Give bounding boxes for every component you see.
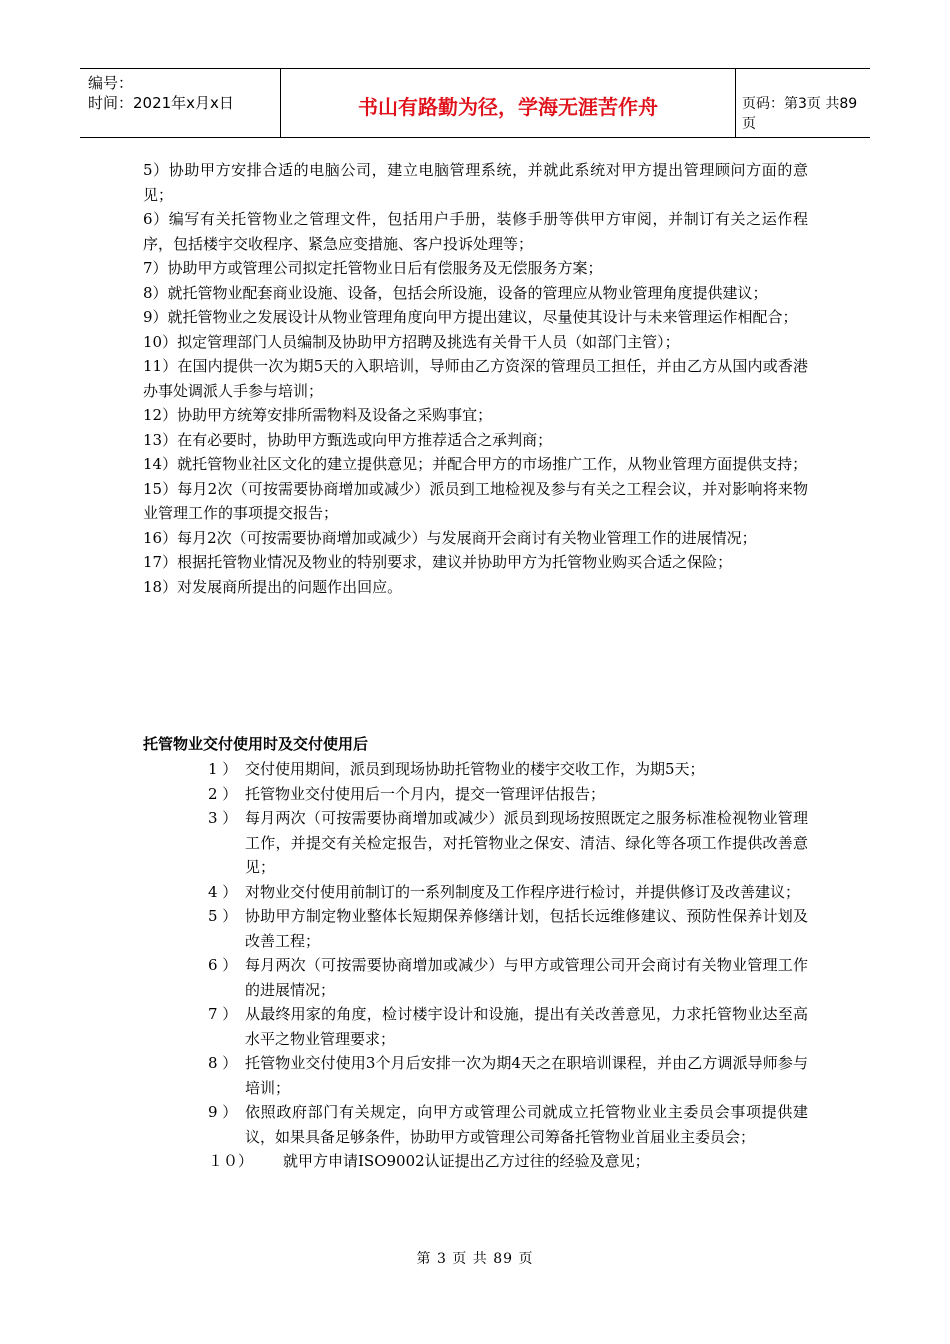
item-text: 交付使用期间，派员到现场协助托管物业的楼宇交收工作，为期5天； (245, 760, 705, 778)
item-number: 7 ） (208, 1005, 238, 1023)
list-item (208, 782, 808, 807)
item-number: 2 ） (208, 784, 238, 803)
header-meta (80, 69, 281, 137)
page-footer: 第 3 页 共 89 页 (416, 1251, 534, 1267)
list-item (208, 757, 808, 782)
item-number: 3 ） (208, 809, 238, 827)
item-text: 就甲方申请ISO9002认证提出乙方过往的经验及意见； (283, 1152, 650, 1170)
service-item-list (143, 158, 808, 599)
list-item: 15）每月2次（可按需要协商增加或减少）派员到工地检视及参与有关之工程会议，并对影响将来物业管理工作的事项提交报告； (143, 479, 808, 522)
document-date: 时间：2021年x月x日 (88, 94, 234, 112)
item-text: 托管物业交付使用3个月后安排一次为期4天之在职培训课程，并由乙方调派导师参与培训； (245, 1054, 808, 1097)
list-item: 6）编写有关托管物业之管理文件，包括用户手册，装修手册等供甲方审阅，并制订有关之运作程序，包括楼宇交收程序、紧急应变措施、客户投诉处理等； (143, 210, 808, 253)
list-item (208, 1051, 808, 1100)
list-item (208, 1002, 808, 1051)
list-item: 12）协助甲方统筹安排所需物料及设备之采购事宜； (143, 406, 493, 424)
list-item: 17）根据托管物业情况及物业的特别要求，建议并协助甲方为托管物业购买合适之保险； (143, 553, 733, 571)
list-item (208, 1149, 808, 1174)
item-text: 对物业交付使用前制订的一系列制度及工作程序进行检讨，并提供修订及改善建议； (245, 882, 801, 901)
list-item: 7）协助甲方或管理公司拟定托管物业日后有偿服务及无偿服务方案； (143, 259, 603, 277)
list-item: 11）在国内提供一次为期5天的入职培训，导师由乙方资深的管理员工担任，并由乙方从国内或香港办事处调派人手参与培训； (143, 357, 808, 400)
item-number: 6 ） (208, 956, 238, 974)
list-item: 10）拟定管理部门人员编制及协助甲方招聘及挑选有关骨干人员（如部门主管）； (143, 332, 680, 351)
item-number: 8 ） (208, 1054, 238, 1072)
document-number-label: 编号： (88, 74, 134, 92)
list-item (208, 1100, 808, 1149)
post-delivery-item-list (208, 757, 808, 1174)
motto-text: 书山有路勤为径，学海无涯苦作舟 (358, 95, 658, 119)
item-text: 从最终用家的角度，检讨楼宇设计和设施，提出有关改善意见，力求托管物业达至高水平之物业管理要求； (245, 1005, 808, 1048)
item-number: １０） (208, 1152, 254, 1170)
list-item: 5）协助甲方安排合适的电脑公司，建立电脑管理系统，并就此系统对甲方提出管理顾问方面的意见； (143, 161, 808, 204)
list-item: 13）在有必要时，协助甲方甄选或向甲方推荐适合之承判商； (143, 430, 553, 449)
item-number: 9 ） (208, 1103, 238, 1121)
section-heading: 托管物业交付使用时及交付使用后 (143, 735, 369, 753)
item-text: 协助甲方制定物业整体长短期保养修缮计划，包括长远维修建议、预防性保养计划及改善工程； (245, 907, 808, 950)
list-item: 18）对发展商所提出的问题作出回应。 (143, 577, 403, 596)
list-item (208, 904, 808, 953)
list-item (208, 880, 808, 905)
item-number: 4 ） (208, 882, 238, 901)
list-item: 14）就托管物业社区文化的建立提供意见；并配合甲方的市场推广工作，从物业管理方面提供支持； (143, 455, 808, 473)
list-item: 9）就托管物业之发展设计从物业管理角度向甲方提出建议，尽量使其设计与未来管理运作相配合； (143, 308, 798, 326)
list-item (208, 806, 808, 880)
item-number: 1 ） (208, 760, 238, 778)
item-text: 托管物业交付使用后一个月内，提交一管理评估报告； (245, 784, 606, 803)
item-number: 5 ） (208, 907, 238, 925)
list-item (208, 953, 808, 1002)
header-page-number: 页码：第3页 共89页 (742, 96, 858, 132)
page-header (80, 68, 870, 138)
list-item: 16）每月2次（可按需要协商增加或减少）与发展商开会商讨有关物业管理工作的进展情况； (143, 528, 757, 547)
header-motto-cell (281, 69, 736, 137)
item-text: 每月两次（可按需要协商增加或减少）与甲方或管理公司开会商讨有关物业管理工作的进展情况； (245, 956, 808, 999)
item-text: 每月两次（可按需要协商增加或减少）派员到现场按照既定之服务标准检视物业管理工作，并提交有关检定报告，对托管物业之保安、清洁、绿化等各项工作提供改善意见； (245, 809, 808, 876)
item-text: 依照政府部门有关规定，向甲方或管理公司就成立托管物业业主委员会事项提供建议，如果具备足够条件，协助甲方或管理公司筹备托管物业首届业主委员会； (245, 1103, 808, 1146)
list-item: 8）就托管物业配套商业设施、设备，包括会所设施，设备的管理应从物业管理角度提供建议； (143, 283, 768, 302)
